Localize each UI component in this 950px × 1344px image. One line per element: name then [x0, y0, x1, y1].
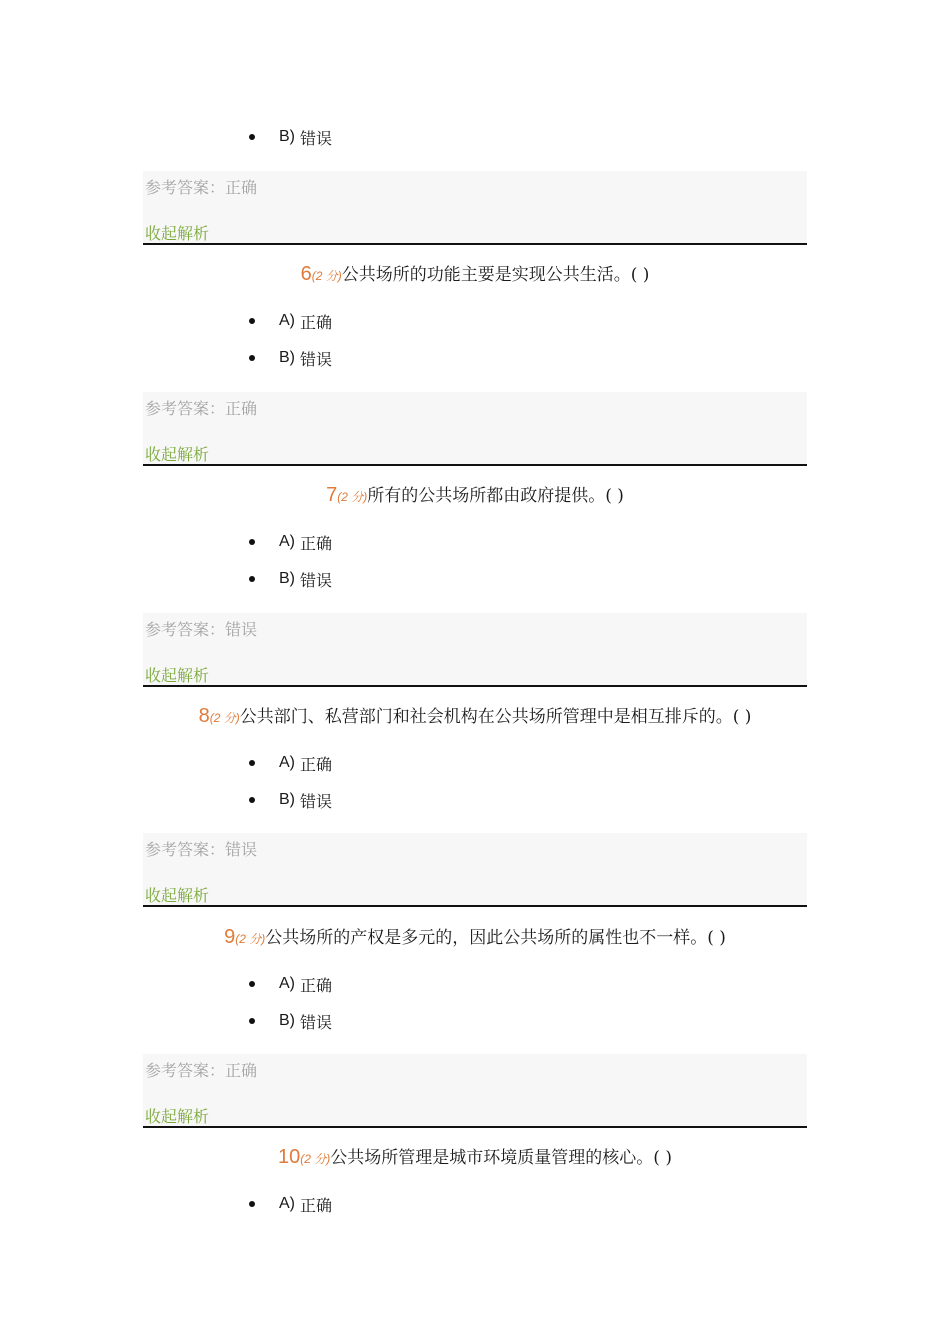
bullet-icon: [249, 539, 255, 545]
collapse-analysis-link[interactable]: 收起解析: [145, 224, 210, 243]
option-letter: B): [279, 349, 295, 366]
question-10: [143, 1143, 807, 1169]
bullet-icon: [249, 318, 255, 324]
collapse-analysis-link[interactable]: 收起解析: [145, 666, 210, 685]
option-letter: B): [279, 570, 295, 587]
reference-answer: 参考答案：错误: [145, 840, 258, 859]
option-letter: A): [279, 533, 295, 550]
option-text: 正确: [300, 1195, 333, 1215]
option-letter: B): [279, 791, 295, 808]
answer-panel-q7: [143, 613, 807, 687]
option-text: 错误: [300, 128, 333, 148]
answer-panel-q5: [143, 171, 807, 245]
question-6: [143, 260, 807, 286]
bullet-icon: [249, 981, 255, 987]
option-letter: B): [279, 1012, 295, 1029]
question-8: [143, 702, 807, 728]
option-letter: A): [279, 754, 295, 771]
option-text: 错误: [300, 1012, 333, 1032]
option-letter: B): [279, 128, 295, 145]
answer-panel-q8: [143, 833, 807, 907]
question-number: 10: [278, 1146, 301, 1168]
option-b-q5[interactable]: [249, 126, 332, 148]
reference-answer: 参考答案：正确: [145, 399, 258, 418]
option-b-q9[interactable]: [249, 1010, 332, 1032]
option-text: 正确: [300, 312, 333, 332]
option-a-q8[interactable]: [249, 752, 332, 774]
question-text: 公共部门、私营部门和社会机构在公共场所管理中是相互排斥的。( ): [239, 707, 752, 727]
option-text: 错误: [300, 570, 333, 590]
question-text: 公共场所的产权是多元的，因此公共场所的属性也不一样。( ): [265, 928, 726, 948]
question-number: 9: [224, 926, 236, 948]
bullet-icon: [249, 355, 255, 361]
option-a-q9[interactable]: [249, 973, 332, 995]
bullet-icon: [249, 576, 255, 582]
option-b-q8[interactable]: [249, 789, 332, 811]
question-score: (2 分): [311, 269, 342, 283]
option-text: 错误: [300, 349, 333, 369]
question-text: 所有的公共场所都由政府提供。( ): [367, 486, 624, 506]
question-score: (2 分): [235, 932, 266, 946]
collapse-analysis-link[interactable]: 收起解析: [145, 886, 210, 905]
option-a-q6[interactable]: [249, 310, 332, 332]
bullet-icon: [249, 797, 255, 803]
reference-answer: 参考答案：正确: [145, 178, 258, 197]
question-7: [143, 481, 807, 507]
question-text: 公共场所的功能主要是实现公共生活。( ): [341, 265, 650, 285]
question-number: 7: [326, 484, 338, 506]
answer-panel-q9: [143, 1054, 807, 1128]
reference-answer: 参考答案：错误: [145, 620, 258, 639]
question-score: (2 分): [300, 1152, 331, 1166]
bullet-icon: [249, 1018, 255, 1024]
question-9: [143, 923, 807, 949]
bullet-icon: [249, 134, 255, 140]
option-b-q6[interactable]: [249, 347, 332, 369]
question-score: (2 分): [209, 711, 240, 725]
option-a-q10[interactable]: [249, 1193, 332, 1215]
option-a-q7[interactable]: [249, 531, 332, 553]
answer-panel-q6: [143, 392, 807, 466]
question-text: 公共场所管理是城市环境质量管理的核心。( ): [330, 1148, 672, 1168]
option-letter: A): [279, 975, 295, 992]
bullet-icon: [249, 1201, 255, 1207]
option-text: 错误: [300, 791, 333, 811]
question-number: 8: [198, 705, 210, 727]
option-text: 正确: [300, 754, 333, 774]
option-text: 正确: [300, 975, 333, 995]
collapse-analysis-link[interactable]: 收起解析: [145, 1107, 210, 1126]
reference-answer: 参考答案：正确: [145, 1061, 258, 1080]
option-text: 正确: [300, 533, 333, 553]
option-letter: A): [279, 1195, 295, 1212]
collapse-analysis-link[interactable]: 收起解析: [145, 445, 210, 464]
question-number: 6: [300, 263, 312, 285]
bullet-icon: [249, 760, 255, 766]
question-score: (2 分): [337, 490, 368, 504]
option-letter: A): [279, 312, 295, 329]
option-b-q7[interactable]: [249, 568, 332, 590]
